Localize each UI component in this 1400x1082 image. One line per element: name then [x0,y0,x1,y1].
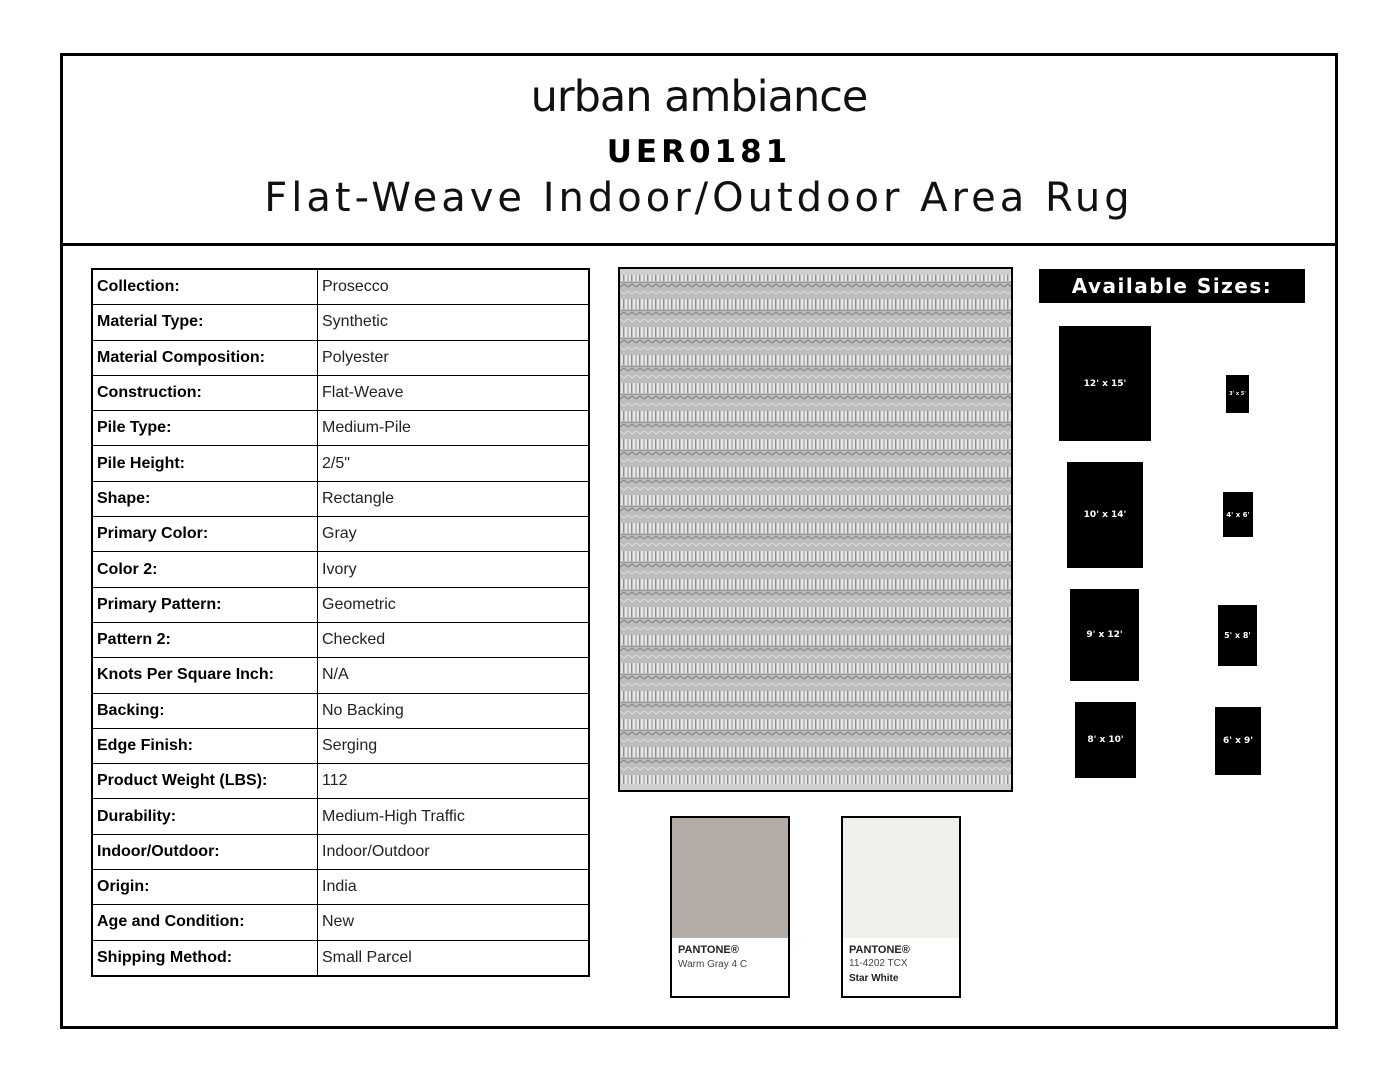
spec-value: Polyester [318,340,590,375]
swatch-brand: PANTONE® [678,944,739,956]
size-12x15: 12' x 15' [1059,326,1151,441]
header [63,56,1335,246]
size-4x6: 4' x 6' [1223,492,1253,537]
spec-label: Age and Condition: [92,905,318,940]
size-10x14: 10' x 14' [1067,462,1143,568]
spec-value: India [318,870,590,905]
spec-label: Color 2: [92,552,318,587]
spec-table [91,268,590,977]
spec-value: 2/5" [318,446,590,481]
size-9x12: 9' x 12' [1070,589,1139,681]
brand-name: urban ambiance [530,72,868,122]
spec-label: Product Weight (LBS): [92,764,318,799]
spec-value: No Backing [318,693,590,728]
spec-label: Primary Pattern: [92,587,318,622]
spec-value: Medium-High Traffic [318,799,590,834]
spec-value: Geometric [318,587,590,622]
spec-label: Durability: [92,799,318,834]
spec-label: Indoor/Outdoor: [92,834,318,869]
color-swatch-warm-gray [670,816,790,998]
spec-row [92,340,589,375]
spec-value: Serging [318,728,590,763]
spec-sheet [60,53,1338,1029]
size-5x8: 5' x 8' [1218,605,1257,666]
spec-row [92,870,589,905]
swatch-code: Warm Gray 4 C [678,959,748,970]
size-3x5: 3' x 5' [1226,375,1249,413]
spec-row [92,693,589,728]
spec-label: Knots Per Square Inch: [92,658,318,693]
spec-value: Prosecco [318,269,590,305]
size-6x9: 6' x 9' [1215,707,1261,775]
spec-value: Small Parcel [318,940,590,976]
spec-row [92,587,589,622]
spec-value: New [318,905,590,940]
spec-label: Material Type: [92,305,318,340]
spec-value: Flat-Weave [318,375,590,410]
spec-value: N/A [318,658,590,693]
size-8x10: 8' x 10' [1075,702,1136,778]
spec-row [92,552,589,587]
spec-label: Collection: [92,269,318,305]
spec-row [92,305,589,340]
spec-value: Checked [318,622,590,657]
spec-row [92,517,589,552]
product-sku: UER0181 [606,134,792,170]
spec-value: Rectangle [318,481,590,516]
spec-row [92,728,589,763]
available-sizes-title: Available Sizes: [1039,269,1305,303]
spec-value: Ivory [318,552,590,587]
spec-value: 112 [318,764,590,799]
spec-row [92,481,589,516]
swatch-name: Star White [849,973,899,984]
color-swatch-star-white [841,816,961,998]
spec-label: Pile Height: [92,446,318,481]
spec-value: Gray [318,517,590,552]
spec-label: Pile Type: [92,411,318,446]
spec-row [92,834,589,869]
spec-label: Origin: [92,870,318,905]
rug-image [618,267,1013,792]
spec-row [92,940,589,976]
spec-label: Edge Finish: [92,728,318,763]
spec-value: Medium-Pile [318,411,590,446]
spec-row [92,905,589,940]
swatch-code: 11-4202 TCX [849,958,908,969]
spec-row [92,411,589,446]
product-title: Flat-Weave Indoor/Outdoor Area Rug [264,175,1134,221]
spec-row [92,764,589,799]
spec-row [92,269,589,305]
spec-label: Primary Color: [92,517,318,552]
swatch-brand: PANTONE® [849,944,910,956]
spec-label: Backing: [92,693,318,728]
spec-row [92,622,589,657]
spec-row [92,799,589,834]
spec-label: Construction: [92,375,318,410]
spec-label: Material Composition: [92,340,318,375]
spec-label: Shipping Method: [92,940,318,976]
spec-row [92,375,589,410]
spec-label: Shape: [92,481,318,516]
spec-label: Pattern 2: [92,622,318,657]
swatch-color [843,818,959,938]
spec-value: Synthetic [318,305,590,340]
spec-row [92,446,589,481]
spec-row [92,658,589,693]
spec-value: Indoor/Outdoor [318,834,590,869]
swatch-color [672,818,788,938]
